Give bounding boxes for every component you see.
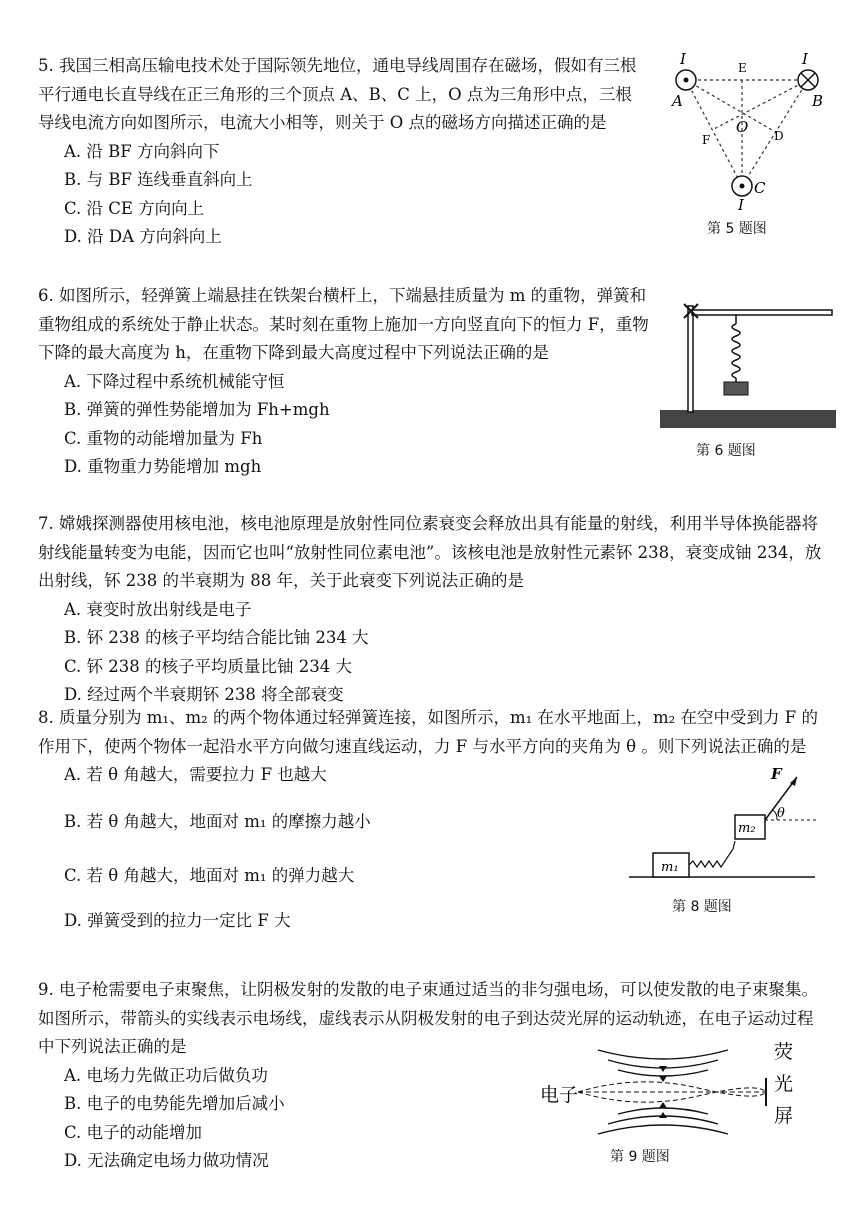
figure-6-caption: 第 6 题图 bbox=[696, 443, 756, 459]
label-screen-3: 屏 bbox=[774, 1105, 794, 1127]
question-9-option-b: B. 电子的电势能先增加后减小 bbox=[64, 1094, 285, 1113]
question-9-stem: 9. 电子枪需要电子束聚焦，让阴极发射的发散的电子束通过适当的非匀强电场，可以使发散的电子束聚集。如图所示，带箭头的实线表示电场线，虚线表示从阴极发射的电子到达荧光屏的运动轨迹，在电子运动过程中下列说法正确的是 bbox=[38, 980, 818, 1056]
label-point-f: F bbox=[702, 133, 711, 147]
question-7 bbox=[38, 510, 823, 710]
label-point-o: O bbox=[736, 118, 749, 136]
question-5-stem: 5. 我国三相高压输电技术处于国际领先地位，通电导线周围存在磁场，假如有三根平行通电长直导线在正三角形的三个顶点 A、B、C 上，O 点为三角形中点，三根导线电流方向如图所示，电流大小相等，则关于 O 点的磁场方向描述正确的是 bbox=[38, 56, 637, 132]
figure-8-two-blocks bbox=[625, 765, 825, 885]
label-m1: m₁ bbox=[661, 860, 679, 875]
label-m2: m₂ bbox=[738, 821, 756, 836]
question-6-option-a: A. 下降过程中系统机械能守恒 bbox=[64, 371, 285, 391]
label-point-d: D bbox=[774, 129, 784, 143]
label-point-b: B bbox=[812, 92, 824, 110]
question-7-option-a: A. 衰变时放出射线是电子 bbox=[64, 599, 252, 619]
figure-5-triangle-diagram bbox=[662, 48, 832, 213]
question-5 bbox=[38, 52, 648, 252]
question-7-option-d: D. 经过两个半衰期钚 238 将全部衰变 bbox=[64, 685, 344, 704]
question-5-option-d: D. 沿 DA 方向斜向上 bbox=[64, 227, 222, 246]
question-8-option-a: A. 若 θ 角越大，需要拉力 F 也越大 bbox=[64, 765, 327, 784]
question-9-option-c: C. 电子的动能增加 bbox=[64, 1122, 203, 1142]
label-screen-2: 光 bbox=[774, 1073, 794, 1095]
question-9-option-d: D. 无法确定电场力做功情况 bbox=[64, 1151, 269, 1170]
label-point-a: A bbox=[672, 92, 683, 110]
figure-6-spring-stand bbox=[656, 292, 841, 437]
label-current-c: I bbox=[738, 196, 744, 213]
question-6-option-c: C. 重物的动能增加量为 Fh bbox=[64, 428, 263, 448]
figure-9-electron-gun bbox=[538, 1038, 828, 1143]
question-7-option-c: C. 钚 238 的核子平均质量比铀 234 大 bbox=[64, 656, 352, 676]
question-8-stem: 8. 质量分别为 m₁、m₂ 的两个物体通过轻弹簧连接，如图所示，m₁ 在水平地面上，m₂ 在空中受到力 F 的作用下，使两个物体一起沿水平方向做匀速直线运动，力 F 与水平方向的夹角为 θ 。则下列说法正确的是 bbox=[38, 708, 818, 756]
question-7-option-b: B. 钚 238 的核子平均结合能比铀 234 大 bbox=[64, 628, 369, 647]
question-5-option-a: A. 沿 BF 方向斜向下 bbox=[64, 141, 220, 161]
question-6-option-d: D. 重物重力势能增加 mgh bbox=[64, 457, 262, 476]
figure-8-caption: 第 8 题图 bbox=[672, 899, 732, 915]
label-force-f: F bbox=[771, 765, 782, 783]
question-8-option-c: C. 若 θ 角越大，地面对 m₁ 的弹力越大 bbox=[64, 866, 355, 885]
label-theta: θ bbox=[777, 806, 785, 821]
question-5-option-c: C. 沿 CE 方向向上 bbox=[64, 198, 205, 218]
label-current-a: I bbox=[680, 50, 686, 68]
figure-9-caption: 第 9 题图 bbox=[610, 1149, 670, 1165]
label-electron: 电子 bbox=[540, 1084, 579, 1106]
figure-5-caption: 第 5 题图 bbox=[707, 221, 767, 237]
question-6 bbox=[38, 282, 656, 482]
label-screen-1: 荧 bbox=[774, 1041, 794, 1063]
label-current-b: I bbox=[802, 50, 808, 68]
label-point-c: C bbox=[754, 179, 766, 197]
question-7-stem: 7. 嫦娥探测器使用核电池，核电池原理是放射性同位素衰变会释放出具有能量的射线，利用半导体换能器将射线能量转变为电能，因而它也叫“放射性同位素电池”。该核电池是放射性元素钚 238，衰变成铀 234，放出射线，钚 238 的半衰期为 88 年，关于此衰变下列说法正确的是 bbox=[38, 514, 822, 590]
question-8-option-d: D. 弹簧受到的拉力一定比 F 大 bbox=[64, 910, 291, 930]
question-6-stem: 6. 如图所示，轻弹簧上端悬挂在铁架台横杆上，下端悬挂质量为 m 的重物，弹簧和重物组成的系统处于静止状态。某时刻在重物上施加一方向竖直向下的恒力 F，重物下降的最大高度为 h，在重物下降到最大高度过程中下列说法正确的是 bbox=[38, 286, 649, 362]
question-6-option-b: B. 弹簧的弹性势能增加为 Fh+mgh bbox=[64, 400, 330, 419]
question-8-option-b: B. 若 θ 角越大，地面对 m₁ 的摩擦力越小 bbox=[64, 811, 371, 831]
question-9-option-a: A. 电场力先做正功后做负功 bbox=[64, 1065, 268, 1085]
question-5-option-b: B. 与 BF 连线垂直斜向上 bbox=[64, 170, 253, 189]
label-point-e: E bbox=[738, 61, 747, 75]
